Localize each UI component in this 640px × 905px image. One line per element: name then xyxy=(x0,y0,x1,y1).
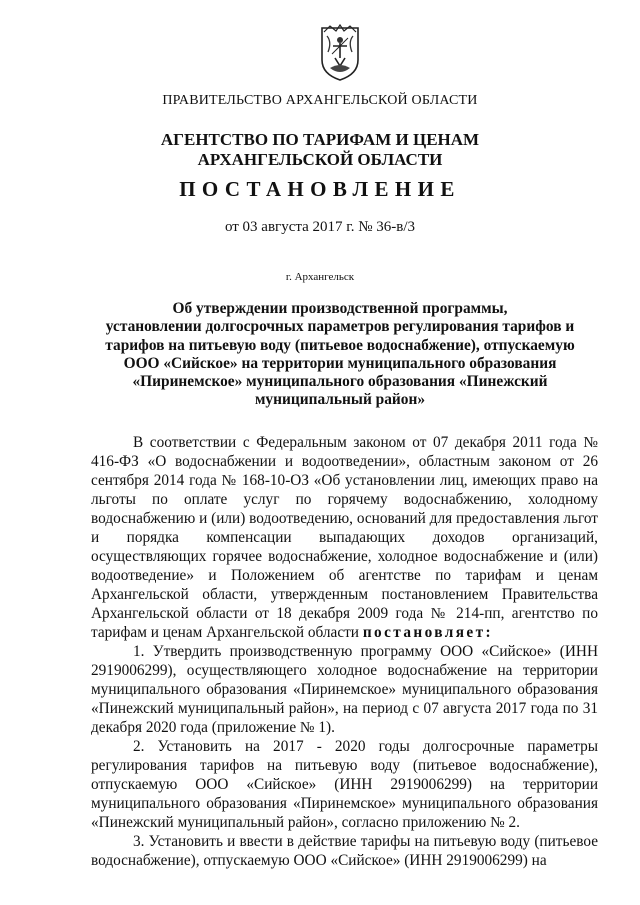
title-line: ООО «Сийское» на территории муниципального образования xyxy=(123,354,557,372)
title-line: муниципальный район» xyxy=(254,391,426,409)
document-body xyxy=(91,433,598,870)
item-1: 1. Утвердить производственную программу ООО «Сийское» (ИНН 2919006299), осуществляющего холодное водоснабжение на территории муниципального образования «Пиринемское» муниципального образования «Пинежский муниципальный район», на период с 07 августа 2017 года по 31 декабря 2020 года (приложение № 1). xyxy=(91,643,598,736)
preamble-paragraph xyxy=(91,433,598,642)
coat-of-arms-icon xyxy=(318,22,362,84)
title-line: установлении долгосрочных параметров регулирования тарифов и xyxy=(105,318,575,336)
document-title xyxy=(70,300,610,410)
agency-line: АГЕНТСТВО ПО ТАРИФАМ И ЦЕНАМ xyxy=(160,130,480,149)
resolves-word: постановляет: xyxy=(362,624,494,641)
agency-name xyxy=(0,130,640,170)
agency-line: АРХАНГЕЛЬСКОЙ ОБЛАСТИ xyxy=(197,150,443,169)
item-3: 3. Установить и ввести в действие тарифы на питьевую воду (питьевое водоснабжение), отпускаемую ООО «Сийское» (ИНН 2919006299) на xyxy=(91,833,598,869)
government-name: ПРАВИТЕЛЬСТВО АРХАНГЕЛЬСКОЙ ОБЛАСТИ xyxy=(162,93,478,108)
preamble-text: В соответствии с Федеральным законом от 07 декабря 2011 года № 416-ФЗ «О водоснабжении и водоотведении», областным законом от 26 сентября 2014 года № 168-10-ОЗ «Об установлении лиц, имеющих право на льготы по оплате услуг по горячему водоснабжению, холодному водоснабжению и (или) водоотведению, оснований для предоставления льгот и порядка компенсации выпадающих доходов организаций, осуществляющих горячее водоснабжение, холодное водоснабжение и (или) водоотведение» и Положением об агентстве по тарифам и ценам Архангельской области, утвержденным постановлением Правительства Архангельской области от 18 декабря 2009 года № 214-пп, агентство по тарифам и ценам Архангельской области xyxy=(91,434,598,641)
title-line: тарифов на питьевую воду (питьевое водоснабжение), отпускаемую xyxy=(105,336,575,354)
city: г. Архангельск xyxy=(285,271,355,283)
title-line: «Пиринемское» муниципального образования «Пинежский xyxy=(132,373,548,391)
document-type: ПОСТАНОВЛЕНИЕ xyxy=(179,177,461,201)
title-line: Об утверждении производственной программы, xyxy=(172,300,508,317)
item-2: 2. Установить на 2017 - 2020 годы долгосрочные параметры регулирования тарифов на питьевую воду (питьевое водоснабжение), отпускаемую ООО «Сийское» (ИНН 2919006299) на территории муниципального образования «Пиринемское» муниципального образования «Пинежский муниципальный район», согласно приложению № 2. xyxy=(91,738,598,831)
document-date-number: от 03 августа 2017 г. № 36-в/3 xyxy=(224,219,416,235)
